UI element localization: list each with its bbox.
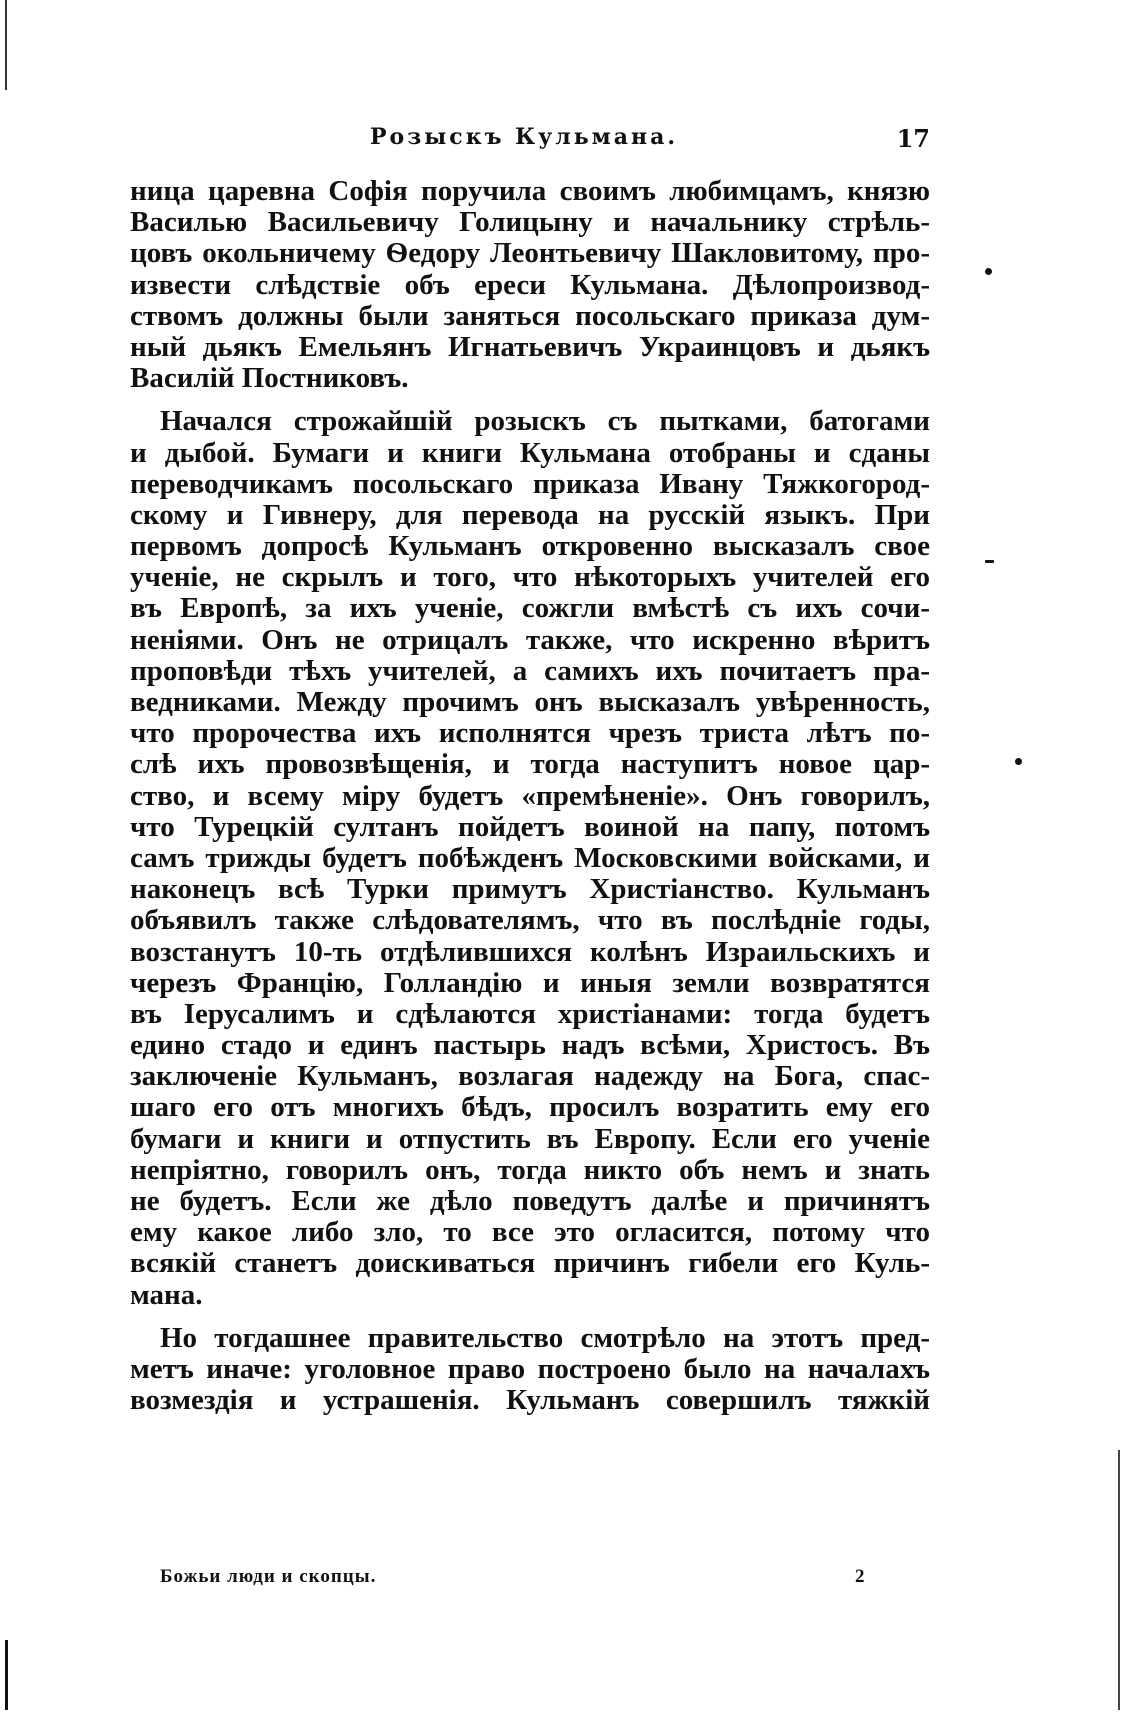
text-line: цовъ окольничему Ѳедору Леонтьевичу Шакловитому, про- <box>130 237 930 270</box>
text-line: Василій Постниковъ. <box>130 362 409 395</box>
text-line: проповѣди тѣхъ учителей, а самихъ ихъ почитаетъ пра- <box>130 654 930 687</box>
text-line: возстанутъ 10-ть отдѣлившихся колѣнъ Израильскихъ и <box>130 935 930 968</box>
text-line: объявилъ также слѣдователямъ, что въ послѣдніе годы, <box>130 904 930 937</box>
text-line: ученіе, не скрылъ и того, что нѣкоторыхъ учителей его <box>130 561 930 594</box>
signature-number: 2 <box>855 1566 865 1587</box>
text-line: въ Европѣ, за ихъ ученіе, сожгли вмѣстѣ съ ихъ сочи- <box>130 592 930 625</box>
scan-speck <box>1015 758 1022 765</box>
scan-edge-mark <box>5 0 7 90</box>
text-line: метъ иначе: уголовное право построено было на началахъ <box>130 1352 930 1385</box>
text-line: бумаги и книги и отпустить въ Европу. Если его ученіе <box>130 1122 930 1155</box>
scan-edge-mark <box>1118 1450 1120 1710</box>
text-line: шаго его отъ многихъ бѣдъ, просилъ возратить ему его <box>130 1091 930 1124</box>
text-line: неніями. Онъ не отрицалъ также, что искренно вѣритъ <box>130 623 930 656</box>
text-line: самъ трижды будетъ побѣжденъ Московскими войсками, и <box>130 841 930 874</box>
paragraph-3 <box>130 1323 930 1417</box>
text-line: переводчикамъ посольскаго приказа Ивану Тяжкогород- <box>130 467 930 500</box>
page-number: 17 <box>896 124 930 153</box>
text-line: извести слѣдствіе объ ереси Кульмана. Дѣлопроизвод- <box>130 268 930 301</box>
signature-title: Божьи люди и скопцы. <box>160 1566 377 1587</box>
text-line: и дыбой. Бумаги и книги Кульмана отобраны и сданы <box>130 436 930 469</box>
paragraph-gap <box>130 1311 930 1323</box>
text-line: ведниками. Между прочимъ онъ высказалъ увѣренность, <box>130 686 930 718</box>
text-line: въ Іерусалимъ и сдѣлаются христіанами: тогда будетъ <box>130 997 930 1030</box>
text-line: возмездія и устрашенія. Кульманъ совершилъ тяжкій <box>130 1384 930 1417</box>
text-line: ствомъ должны были заняться посольскаго приказа дум- <box>130 299 930 332</box>
text-line: заключеніе Кульманъ, возлагая надежду на Бога, спас- <box>130 1060 930 1093</box>
signature-line <box>130 1566 930 1596</box>
paragraph-1 <box>130 176 930 394</box>
text-line: мана. <box>130 1278 203 1311</box>
scan-edge-mark <box>5 1640 8 1710</box>
text-line: ница царевна Софія поручила своимъ любимцамъ, князю <box>130 175 930 207</box>
text-line: всякій станетъ доискиваться причинъ гибели его Куль- <box>130 1247 930 1280</box>
text-line: ство, и всему міру будетъ «премѣненіе». Онъ говорилъ, <box>130 779 930 812</box>
text-line: Начался строжайшій розыскъ съ пытками, батогами <box>160 405 930 438</box>
text-line: что Турецкій султанъ пойдетъ воиной на папу, потомъ <box>130 810 930 843</box>
text-line: первомъ допросѣ Кульманъ откровенно высказалъ свое <box>130 530 930 563</box>
text-line: ный дьякъ Емельянъ Игнатьевичъ Украинцовъ и дьякъ <box>130 330 930 363</box>
text-line: скому и Гивнеру, для перевода на русскій языкъ. При <box>130 498 930 531</box>
text-line: Но тогдашнее правительство смотрѣло на этотъ пред- <box>160 1321 930 1354</box>
text-line: едино стадо и единъ пастырь надъ всѣми, Христосъ. Въ <box>130 1029 930 1062</box>
text-line: Василью Васильевичу Голицыну и начальнику стрѣль- <box>130 206 930 239</box>
text-line: не будетъ. Если же дѣло поведутъ далѣе и причинятъ <box>130 1185 930 1217</box>
text-line: слѣ ихъ провозвѣщенія, и тогда наступитъ новое цар- <box>130 748 930 781</box>
text-line: непріятно, говорилъ онъ, тогда никто объ немъ и знать <box>130 1153 930 1186</box>
text-line: черезъ Францію, Голландію и иныя земли возвратятся <box>130 966 930 999</box>
scan-speck <box>985 560 994 563</box>
text-line: наконецъ всѣ Турки примутъ Христіанство. Кульманъ <box>130 873 930 906</box>
running-title: Розыскъ Кульмана. <box>370 124 679 150</box>
running-head <box>130 124 930 160</box>
paragraph-2 <box>130 406 930 1310</box>
scan-speck <box>985 268 992 275</box>
text-line: ему какое либо зло, то все это огласится, потому что <box>130 1216 930 1249</box>
text-line: что пророчества ихъ исполнятся чрезъ триста лѣтъ по- <box>130 717 930 750</box>
body-text <box>130 176 930 1416</box>
